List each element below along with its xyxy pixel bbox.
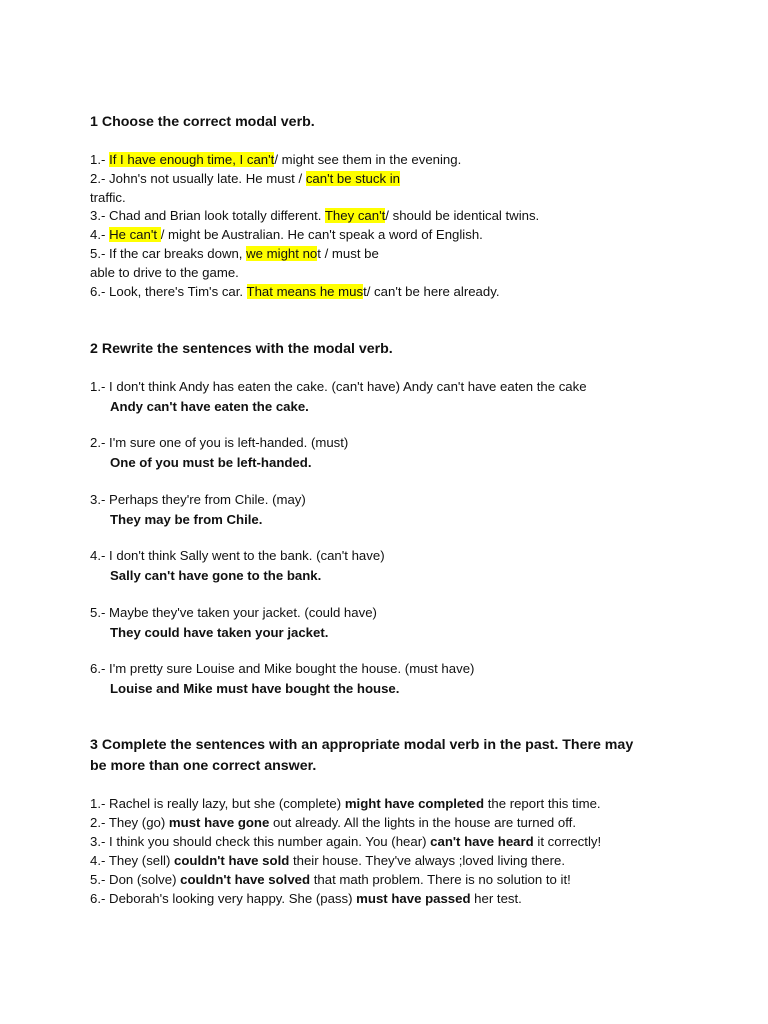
- s3-item-pre: 3.- I think you should check this number again. You (hear): [90, 834, 431, 849]
- s2-answer-2: One of you must be left-handed.: [110, 455, 312, 470]
- s3-item-pre: 1.- Rachel is really lazy, but she (complete): [90, 796, 345, 811]
- s1-item-3: [90, 206, 539, 225]
- s1-item-prefix: 4.-: [90, 227, 110, 242]
- s1-item-2-continued: [90, 188, 126, 207]
- s3-item-2: [90, 813, 576, 832]
- s2-answer-4: Sally can't have gone to the bank.: [110, 568, 322, 583]
- s1-item-rest: t / must be: [317, 246, 379, 261]
- s1-item-4: [90, 225, 483, 244]
- s3-item-answer: can't have heard: [430, 834, 534, 849]
- s1-item-highlight: we might no: [246, 246, 318, 261]
- s1-item-prefix: 2.- John's not usually late. He must /: [90, 171, 306, 186]
- section-1-heading: 1 Choose the correct modal verb.: [90, 114, 315, 130]
- s1-item-rest: / might be Australian. He can't speak a word of English.: [160, 227, 483, 242]
- s1-item-1: [90, 150, 461, 169]
- s3-item-5: [90, 870, 571, 889]
- s1-item-prefix: 3.- Chad and Brian look totally different.: [90, 208, 325, 223]
- s3-item-pre: 2.- They (go): [90, 815, 169, 830]
- s3-item-answer: couldn't have solved: [180, 872, 311, 887]
- s3-item-6: [90, 889, 522, 908]
- s1-item-prefix: traffic.: [90, 190, 126, 205]
- s1-item-prefix: 1.-: [90, 152, 110, 167]
- s3-item-answer: must have gone: [168, 815, 270, 830]
- s3-item-answer: might have completed: [344, 796, 485, 811]
- s3-item-3: [90, 832, 601, 851]
- s1-item-highlight: They can't: [324, 208, 386, 223]
- s1-item-highlight: If I have enough time, I can't: [109, 152, 275, 167]
- s3-item-pre: 6.- Deborah's looking very happy. She (pass): [90, 891, 357, 906]
- s1-item-highlight: That means he mus: [246, 284, 364, 299]
- s3-item-post: their house. They've always ;loved living there.: [289, 853, 565, 868]
- section-2-heading: 2 Rewrite the sentences with the modal verb.: [90, 341, 393, 357]
- s2-answer-3: They may be from Chile.: [110, 512, 263, 527]
- s1-item-prefix: able to drive to the game.: [90, 265, 239, 280]
- s1-item-5-continued: [90, 263, 239, 282]
- s1-item-prefix: 5.- If the car breaks down,: [90, 246, 247, 261]
- s2-question-3: 3.- Perhaps they're from Chile. (may): [90, 492, 306, 507]
- s3-item-4: [90, 851, 565, 870]
- s1-item-highlight: He can't: [109, 227, 161, 242]
- s2-question-5: 5.- Maybe they've taken your jacket. (could have): [90, 605, 377, 620]
- s1-item-prefix: 6.- Look, there's Tim's car.: [90, 284, 247, 299]
- s2-question-4: 4.- I don't think Sally went to the bank. (can't have): [90, 548, 385, 563]
- s1-item-highlight: can't be stuck in: [305, 171, 400, 186]
- s1-item-rest: / should be identical twins.: [385, 208, 540, 223]
- section-3-heading-line-2: be more than one correct answer.: [90, 758, 317, 774]
- s3-item-post: it correctly!: [533, 834, 602, 849]
- s3-item-answer: couldn't have sold: [174, 853, 290, 868]
- s2-question-1: 1.- I don't think Andy has eaten the cake. (can't have) Andy can't have eaten the cake: [90, 379, 587, 394]
- s1-item-5: [90, 244, 379, 263]
- s1-item-rest: / might see them in the evening.: [274, 152, 462, 167]
- s1-item-6: [90, 282, 500, 301]
- s3-item-pre: 4.- They (sell): [90, 853, 175, 868]
- s3-item-post: her test.: [470, 891, 522, 906]
- s3-item-post: out already. All the lights in the house are turned off.: [269, 815, 577, 830]
- s2-question-6: 6.- I'm pretty sure Louise and Mike bought the house. (must have): [90, 661, 475, 676]
- s1-item-2: [90, 169, 400, 188]
- s2-answer-6: Louise and Mike must have bought the house.: [110, 681, 400, 696]
- s2-answer-1: Andy can't have eaten the cake.: [110, 399, 309, 414]
- s3-item-answer: must have passed: [356, 891, 471, 906]
- s2-question-2: 2.- I'm sure one of you is left-handed. (must): [90, 435, 349, 450]
- s3-item-post: the report this time.: [484, 796, 601, 811]
- section-3-heading-line-1: 3 Complete the sentences with an appropriate modal verb in the past. There may: [90, 737, 634, 753]
- s3-item-1: [90, 794, 601, 813]
- s1-item-rest: t/ can't be here already.: [363, 284, 500, 299]
- s3-item-pre: 5.- Don (solve): [90, 872, 181, 887]
- s3-item-post: that math problem. There is no solution to it!: [310, 872, 571, 887]
- s2-answer-5: They could have taken your jacket.: [110, 625, 329, 640]
